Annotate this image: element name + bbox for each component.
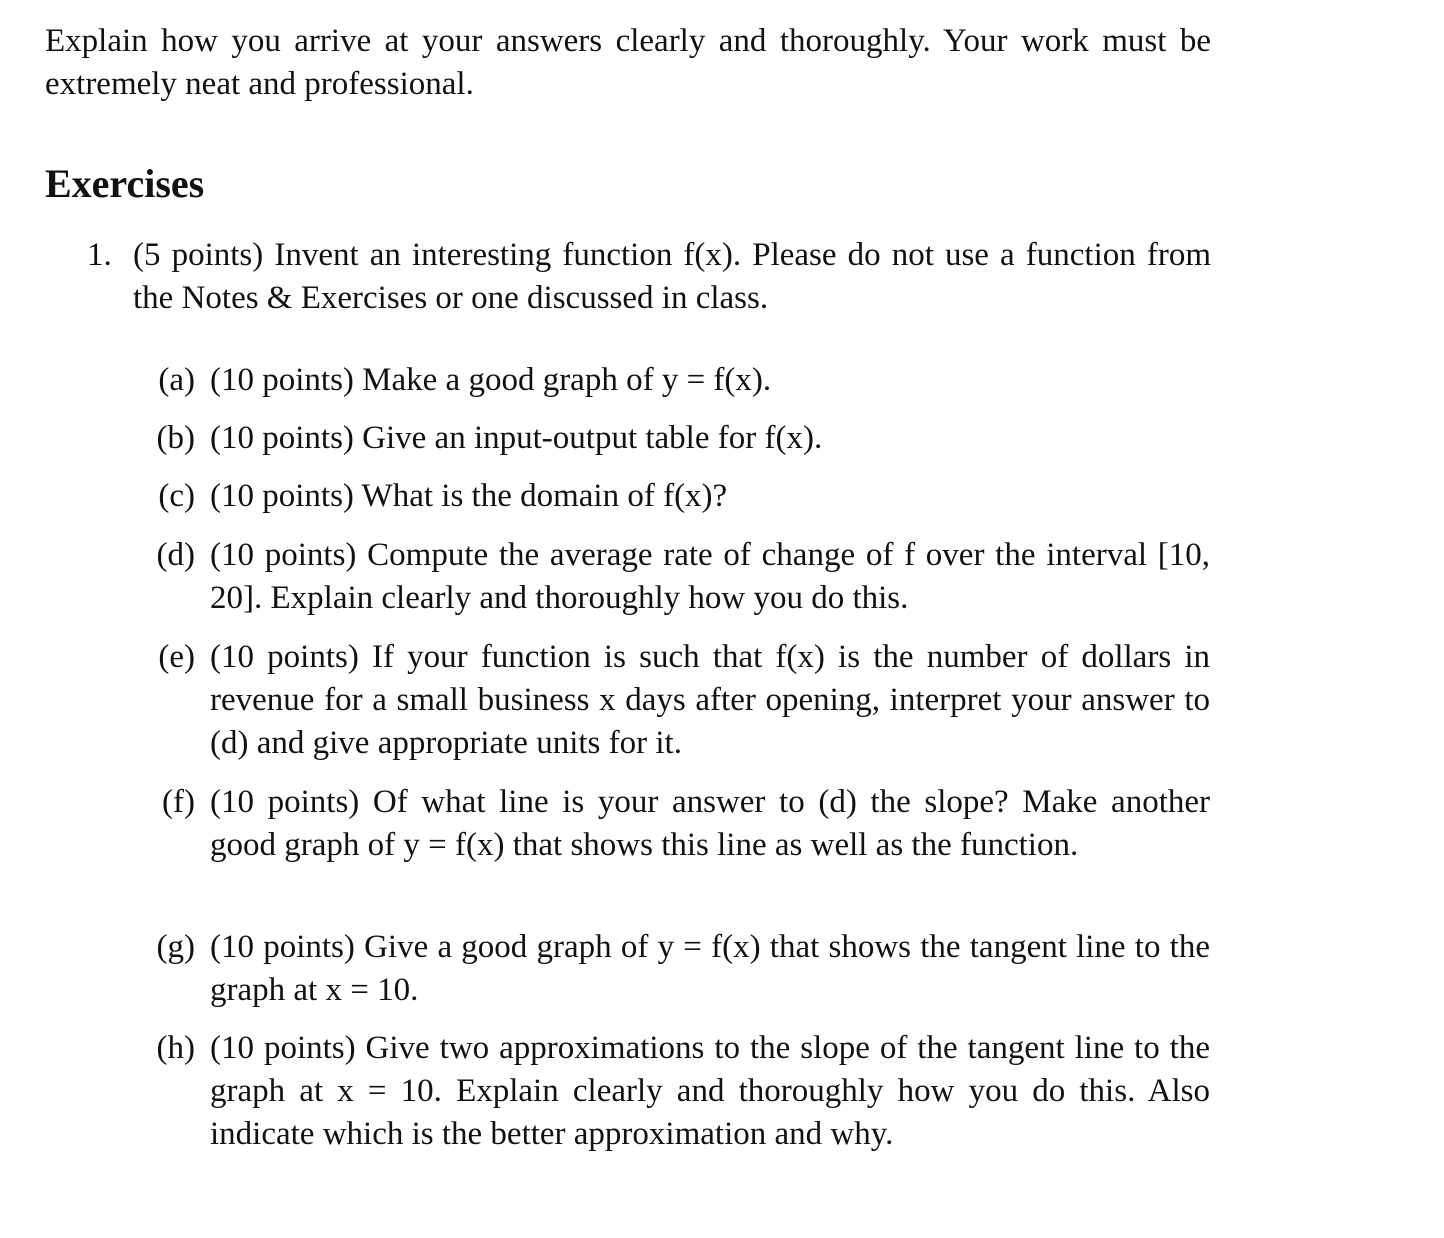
sub-question-text: (10 points) Give two approximations to the slope of the tangent line to the graph at x = 10. Explain clearly and thoroughly how you do this. Also indicate which is the better approximation and why. [210,1030,1210,1152]
sub-question-text: (10 points) What is the domain of f(x)? [210,478,728,514]
sub-question-text: (10 points) Give an input-output table for f(x). [210,420,823,456]
sub-question-label: (g) [156,929,195,965]
sub-question-text: (10 points) Compute the average rate of change of f over the interval [10, 20]. Explain clearly and thoroughly how you do this. [210,537,1210,616]
sub-question-label: (b) [156,420,195,456]
sub-question-label: (f) [162,784,195,820]
section-heading: Exercises [45,161,205,206]
sub-question-label: (a) [158,362,195,398]
instructions-text: Explain how you arrive at your answers clearly and thoroughly. Your work must be extremely neat and professional. [45,23,1211,102]
sub-question-text: (10 points) Of what line is your answer to (d) the slope? Make another good graph of y = f(x) that shows this line as well as the function. [210,784,1210,863]
problem-number: 1. [87,237,112,273]
sub-question-text: (10 points) Give a good graph of y = f(x) that shows the tangent line to the graph at x = 10. [210,929,1210,1008]
problem-text: (5 points) Invent an interesting function f(x). Please do not use a function from the Notes & Exercises or one discussed in class. [133,237,1211,316]
sub-question-text: (10 points) Make a good graph of y = f(x). [210,362,772,398]
sub-question-label: (e) [158,639,195,675]
problem-1 [87,234,1211,320]
sub-question-label: (d) [156,537,195,573]
sub-question-label: (h) [156,1030,195,1066]
sub-question-label: (c) [158,478,195,514]
sub-question-text: (10 points) If your function is such that f(x) is the number of dollars in revenue for a small business x days after opening, interpret your answer to (d) and give appropriate units for it. [210,639,1210,761]
